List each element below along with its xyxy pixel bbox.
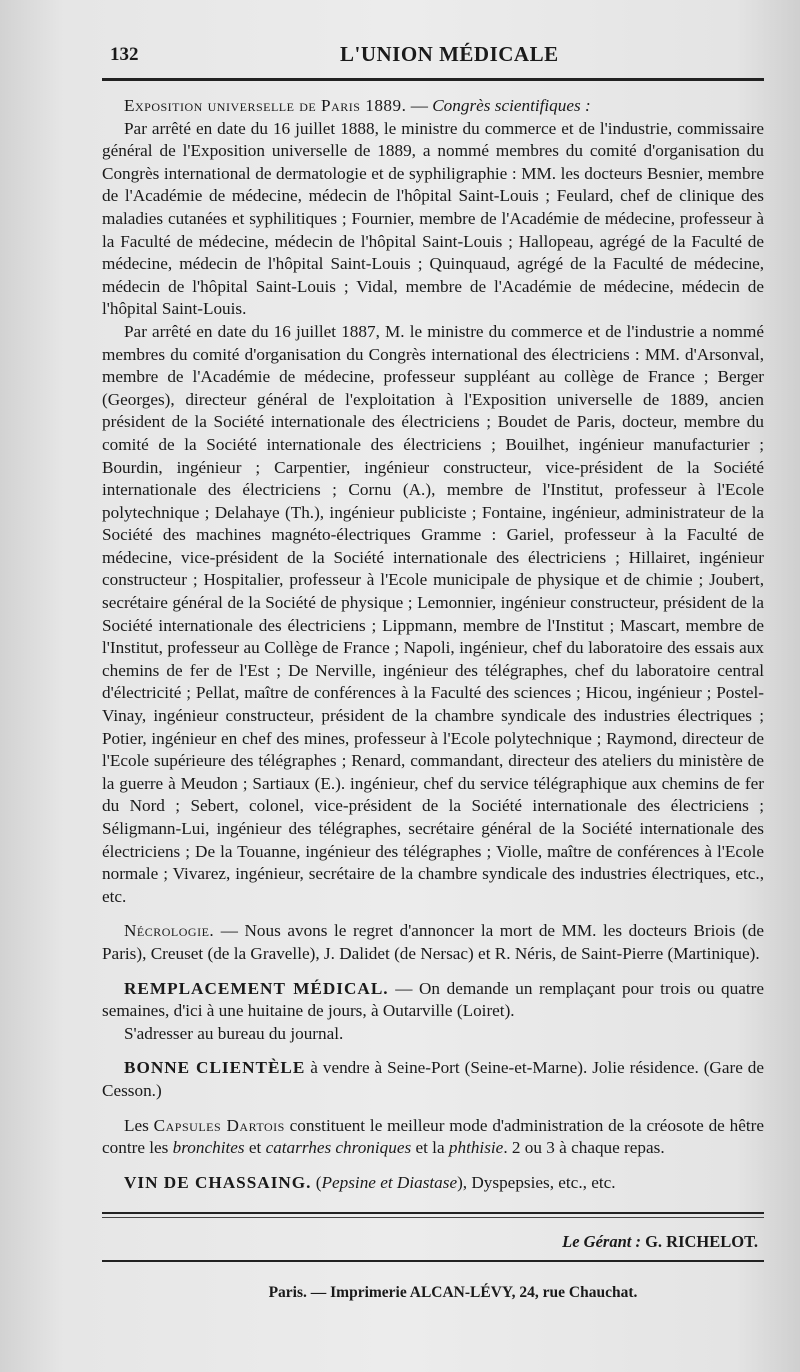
signature-label: Le Gérant : [562,1232,641,1252]
capsules-heading: Capsules Dartois [153,1115,285,1135]
footer-rule [102,1260,764,1262]
running-title: L'UNION MÉDICALE [340,42,559,66]
remplacement-heading: REMPLACEMENT MÉDICAL. [124,978,389,998]
remplacement-text: — On demande un remplaçant pour trois ou quatre semaines, d'ici à une huitaine de jours, à Outarville (Loiret). [102,978,764,1021]
article-body [102,95,764,1194]
vin-paragraph [102,1172,764,1195]
necrologie-heading: Nécrologie. [124,921,215,941]
necrologie-paragraph [102,920,764,965]
exposition-heading [102,95,764,118]
clientele-heading: BONNE CLIENTÈLE [124,1058,306,1078]
remplacement-paragraph [102,978,764,1023]
exposition-heading-sep: — [406,96,433,115]
clientele-text: à vendre à Seine-Port (Seine-et-Marne). Jolie résidence. (Gare de Cesson.) [102,1058,764,1100]
clientele-paragraph [102,1057,764,1102]
capsules-text-b: et [244,1138,266,1158]
capsules-text-d: . 2 ou 3 à chaque repas. [503,1138,665,1158]
capsules-text-a: constituent le meilleur mode d'administration de la créosote de hêtre contre les [102,1115,764,1158]
remplacement-contact: S'adresser au bureau du journal. [124,1023,344,1043]
vin-paren-open: ( [311,1172,322,1192]
exposition-paragraph-2: Par arrêté en date du 16 juillet 1887, M. le ministre du commerce et de l'industrie a nommé membres du comité d'organisation du Congrès international des électriciens : MM. d'Arsonval, membre de l'Académie de médecine, professeur suppléant au collège de France ; Berger (Georges), directeur général de l'exploitation à l'Exposition universelle de 1889, ancien président de la Société internationale des électriciens ; Boudet de Paris, docteur, membre du comité de la Société internationale des électriciens ; Bouilhet, ingénieur manufacturier ; Bourdin, ingénieur ; Carpentier, ingénieur constructeur, vice-président de la Société internationale des électriciens ; Cornu (A.), membre de l'Institut, professeur à l'Ecole polytechnique ; Delahaye (Th.), ingénieur publiciste ; Fontaine, ingénieur, administrateur de la Société des machines magnéto-électriques Gramme : Gariel, professeur à la Faculté de médecine, vice-président de la Société internationale des électriciens ; Hillairet, ingénieur constructeur ; Hospitalier, professeur à l'Ecole municipale de physique et de chimie ; Joubert, secrétaire général de la Société de physique ; Lemonnier, ingénieur constructeur, président de la Société internationale des électriciens ; Lippmann, membre de l'Institut ; Mascart, membre de l'Institut, professeur au Collège de France ; Napoli, ingénieur, chef du laboratoire des essais aux chemins de fer de l'Est ; De Nerville, ingénieur des télégraphes, chef du laboratoire central d'électricité ; Pellat, maître de conférences à la Faculté des sciences ; Hicou, ingénieur ; Postel-Vinay, ingénieur constructeur, président de la chambre syndicale des industries électriques ; Potier, ingénieur en chef des mines, professeur à l'Ecole polytechnique ; Raymond, directeur de l'Ecole supérieure des télégraphes ; Renard, commandant, directeur des ateliers du ministère de la guerre à Meudon ; Sartiaux (E.). ingénieur, chef du service télégraphique aux chemins de fer du Nord ; Sebert, colonel, vice-président de la Société internationale des électriciens ; Séligmann-Lui, ingénieur des télégraphes, secrétaire général de la Société internationale des électriciens ; De la Touanne, ingénieur des télégraphes ; Violle, maître de conférences à l'Ecole normale ; Vivarez, ingénieur, secrétaire de la chambre syndicale des industries électriques, etc., etc. [102,321,764,906]
capsules-paragraph [102,1115,764,1160]
imprint: Paris. — Imprimerie ALCAN-LÉVY, 24, rue Chauchat. [268,1284,638,1302]
capsules-italic-a: bronchites [172,1138,245,1158]
capsules-text-c: et la [411,1138,449,1158]
capsules-italic-c: phthisie [448,1138,504,1158]
closing-double-rule [102,1212,764,1218]
header-rule [102,78,764,81]
exposition-heading-subtitle: Congrès scientifiques : [432,96,591,115]
signature-name: G. RICHELOT. [645,1232,758,1252]
necrologie-text: — Nous avons le regret d'annoncer la mort de MM. les docteurs Briois (de Paris), Creuset (de la Gravelle), J. Dalidet (de Nersac) et R. Néris, de Saint-Pierre (Martinique). [102,921,764,963]
page-header [102,38,764,78]
capsules-italic-b: catarrhes chroniques [265,1138,412,1158]
exposition-paragraph-1: Par arrêté en date du 16 juillet 1888, le ministre du commerce et de l'industrie, commissaire général de l'Exposition universelle de 1889, a nommé membres du comité d'organisation du Congrès international de dermatologie et de syphiligraphie : MM. les docteurs Besnier, membre de l'Académie de médecine, médecin de l'hôpital Saint-Louis ; Feulard, chef de clinique des maladies cutanées et syphilitiques ; Fournier, membre de l'Académie de médecine, professeur à la Faculté de médecine, médecin de l'hôpital Saint-Louis ; Hallopeau, agrégé de la Faculté de médecine, médecin de l'hôpital Saint-Louis ; Quinquaud, agrégé de la Faculté de médecine, médecin de l'hôpital Saint-Louis ; Vidal, membre de l'Académie de médecine, médecin de l'hôpital Saint-Louis. [102,118,764,319]
exposition-heading-title: Exposition universelle de Paris 1889. [124,96,407,115]
signature [102,1232,764,1252]
vin-text: ), Dyspepsies, etc., etc. [457,1172,616,1192]
vin-italic: Pepsine et Diastase [321,1172,458,1192]
vin-heading: VIN DE CHASSAING. [124,1172,312,1192]
page-number: 132 [110,44,139,65]
capsules-lead: Les [124,1115,154,1135]
